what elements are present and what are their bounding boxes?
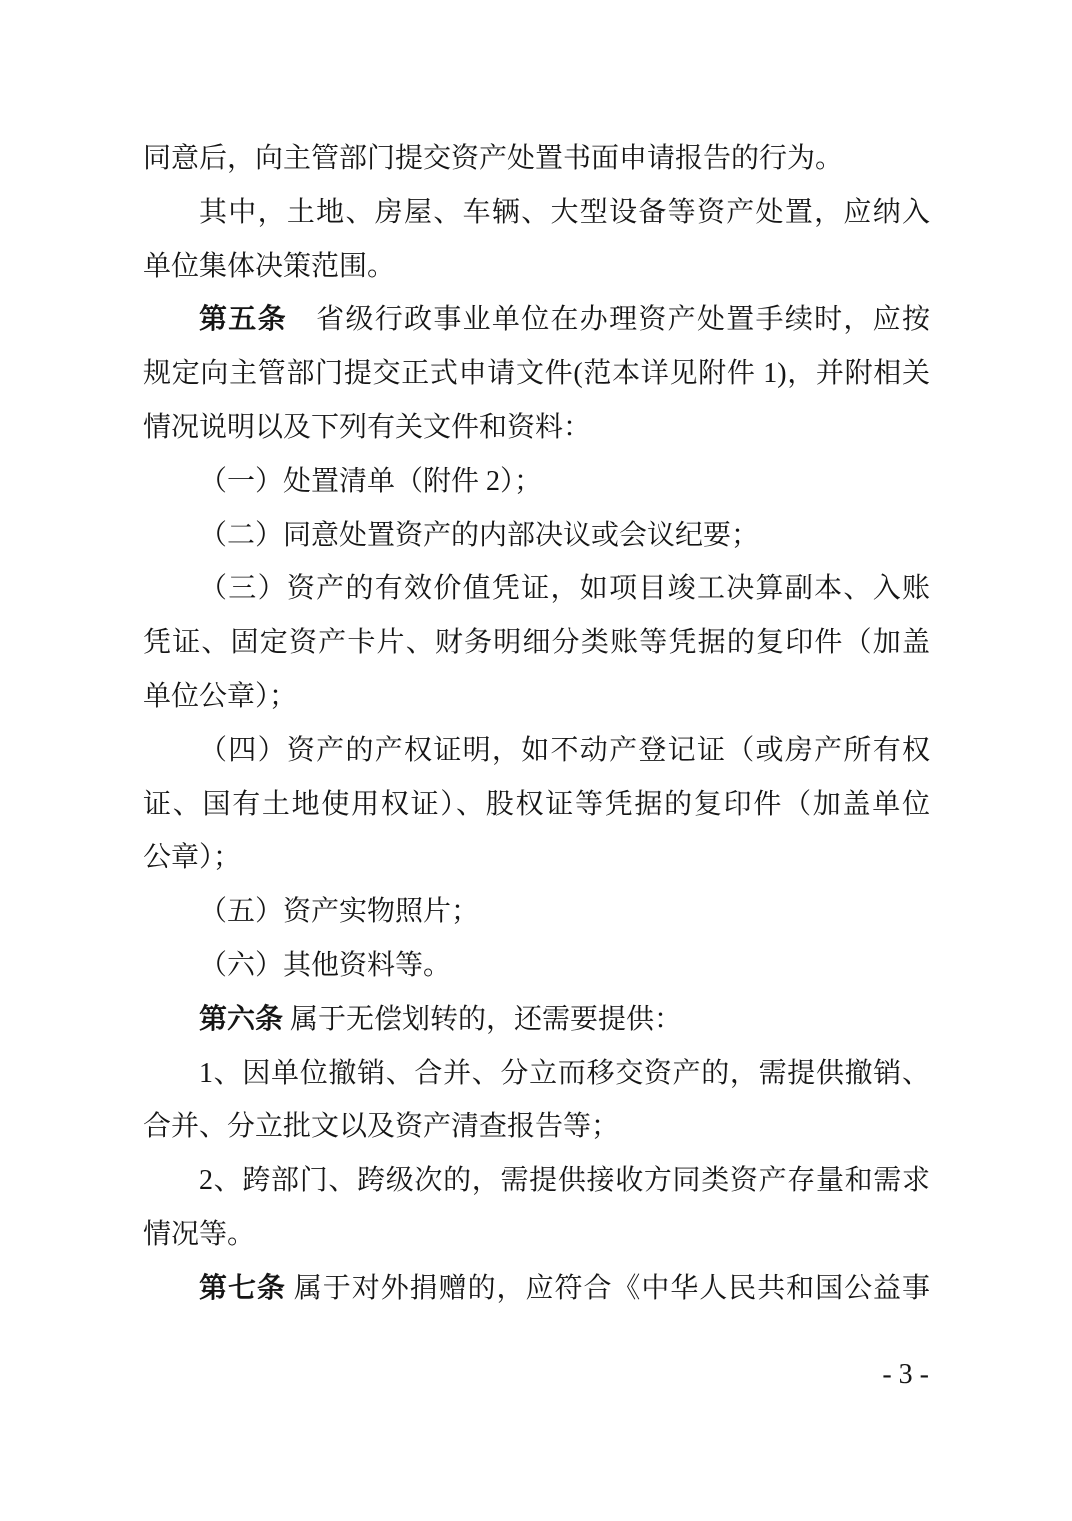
text-line (143, 1154, 930, 1208)
text-segment: 1、因单位撤销、合并、分立而移交资产的，需提供撤销、 (199, 1057, 930, 1089)
text-line (143, 132, 930, 186)
text-line (143, 455, 930, 509)
page-footer (882, 1358, 929, 1392)
text-segment: 同意后，向主管部门提交资产处置书面申请报告的行为。 (143, 143, 844, 174)
document-body (143, 132, 930, 1316)
text-segment: 规定向主管部门提交正式申请文件(范本详见附件 1)，并附相关 (143, 358, 930, 390)
article-heading: 第六条 (199, 1003, 284, 1035)
text-segment: 省级行政事业单位在办理资产处置手续时，应按 (286, 304, 930, 336)
text-line (143, 1208, 930, 1262)
text-line (143, 347, 930, 401)
text-segment: 属于无偿划转的，还需要提供： (283, 1003, 683, 1035)
text-line (143, 939, 930, 993)
text-line (143, 616, 930, 670)
text-segment: （三）资产的有效价值凭证，如项目竣工决算副本、入账 (199, 573, 930, 605)
text-line (143, 993, 930, 1047)
text-line (143, 509, 930, 563)
text-segment: 凭证、固定资产卡片、财务明细分类账等凭据的复印件（加盖 (143, 627, 930, 659)
text-segment: （二）同意处置资产的内部决议或会议纪要； (199, 519, 760, 551)
text-line (143, 670, 930, 724)
article-heading: 第七条 (199, 1272, 286, 1304)
text-line (143, 1262, 930, 1316)
text-line (143, 724, 930, 778)
page-number: - 3 - (882, 1359, 929, 1390)
text-line (143, 293, 930, 347)
text-line (143, 186, 930, 240)
text-line (143, 1047, 930, 1101)
text-segment: （一）处置清单（附件 2）； (199, 465, 543, 497)
text-segment: （五）资产实物照片； (199, 896, 480, 928)
text-segment: 属于对外捐赠的，应符合《中华人民共和国公益事 (285, 1272, 930, 1304)
text-segment: 单位集体决策范围。 (143, 250, 396, 282)
text-line (143, 1100, 930, 1154)
text-line (143, 831, 930, 885)
text-line (143, 778, 930, 832)
text-segment: 公章）； (143, 842, 242, 874)
text-segment: 其中，土地、房屋、车辆、大型设备等资产处置，应纳入 (199, 196, 930, 228)
text-segment: 情况说明以及下列有关文件和资料： (143, 411, 592, 443)
text-segment: 情况等。 (143, 1218, 256, 1250)
text-line (143, 562, 930, 616)
text-line (143, 885, 930, 939)
text-segment: （四）资产的产权证明，如不动产登记证（或房产所有权 (199, 734, 930, 766)
text-line (143, 240, 930, 294)
text-segment: 单位公章）； (143, 680, 298, 712)
article-heading: 第五条 (199, 304, 287, 336)
text-segment: （六）其他资料等。 (199, 949, 452, 981)
text-line (143, 401, 930, 455)
text-segment: 证、国有土地使用权证）、股权证等凭据的复印件（加盖单位 (143, 788, 930, 820)
text-segment: 合并、分立批文以及资产清查报告等； (143, 1111, 620, 1143)
text-segment: 2、跨部门、跨级次的，需提供接收方同类资产存量和需求 (199, 1165, 930, 1197)
